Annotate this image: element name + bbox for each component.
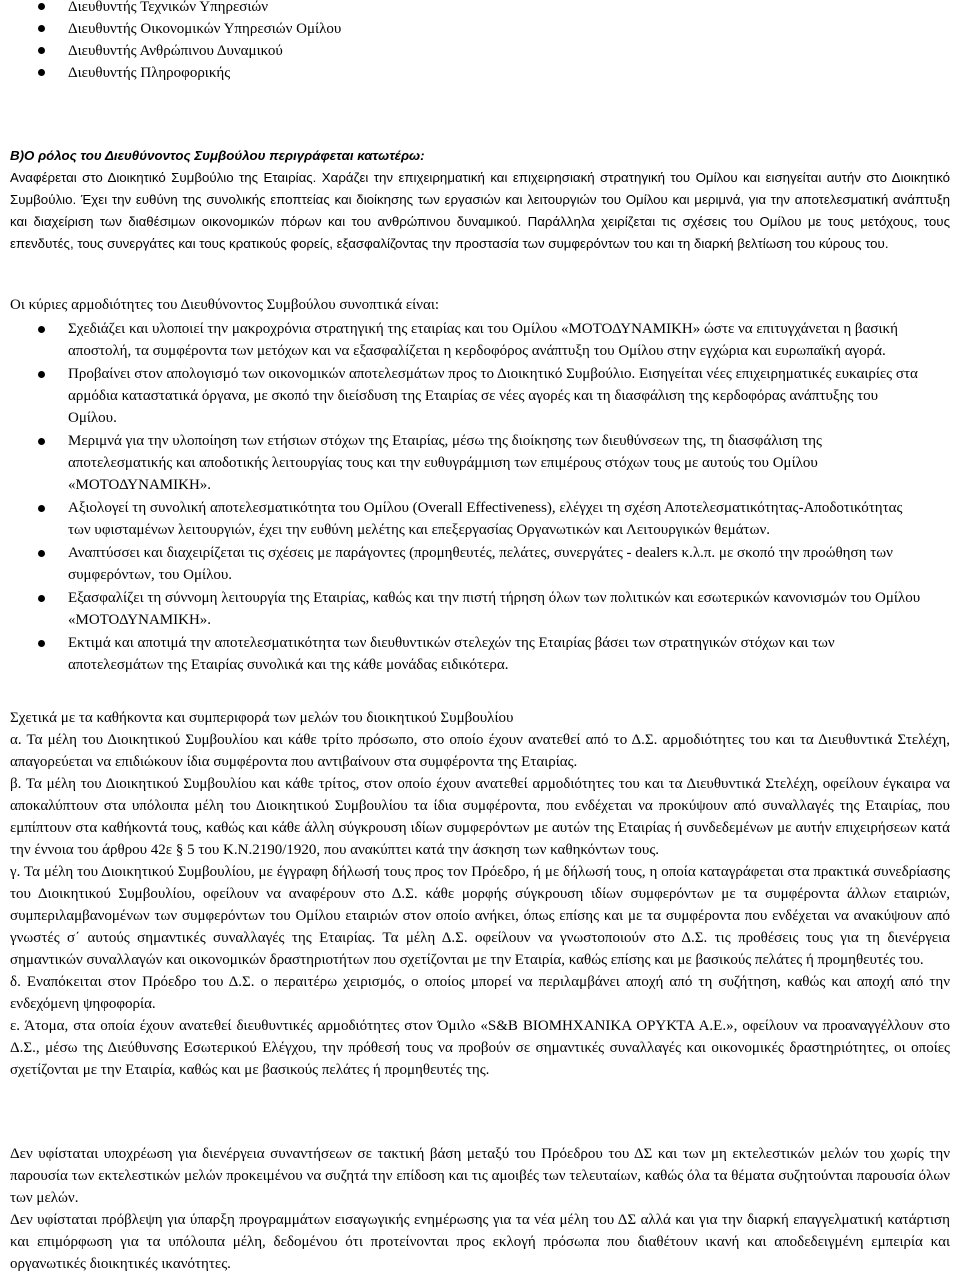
conduct-item: β. Τα μέλη του Διοικητικού Συμβουλίου και κάθε τρίτος, στον οποίο έχουν ανατεθεί αρμοδιότητες του και τα Διευθυντικά Στελέχη, οφείλουν έγκαιρα να αποκαλύπτουν στα υπόλοιπα μέλη του Διοικητικού Συμβουλίου τα ίδια συμφέροντα, που ενδέχεται να προκύψουν από συναλλαγές της Εταιρίας, που εμπίπτουν στα καθήκοντά τους, καθώς και κάθε άλλη σύγκρουση ιδίων συμφερόντων με αυτών της Εταιρίας ή συνδεδεμένων με αυτήν επιχειρήσεων κατά την έννοια του άρθρου 42ε § 5 του Κ.Ν.2190/1920, που ανακύπτει κατά την άσκηση των καθηκόντων τους. [10,776,950,858]
conduct-item: γ. Τα μέλη του Διοικητικού Συμβουλίου, με έγγραφη δήλωσή τους προς τον Πρόεδρο, ή με δήλωσή τους, η οποία καταγράφεται στα πρακτικά συνεδρίασης του Διοικητικού Συμβουλίου, οφείλουν να αναφέρουν στο Δ.Σ. κάθε μορφής σύγκρουση ιδίων συμφερόντων με τα συμφέροντα άλλων εταιριών, συμπεριλαμβανομένων των συμφερόντων του Ομίλου εταιριών στον οποίο ανήκει, όπως επίσης και με τα συμφέροντα που ενδέχεται να ανακύψουν από γνωστές σ΄ αυτούς σημαντικές συναλλαγές της Εταιρίας. Τα μέλη Δ.Σ. οφείλουν να γνωστοποιούν στο Δ.Σ. τις προθέσεις τους για τη διενέργεια σημαντικών συναλλαγών και οικονομικών δραστηριοτήτων που σχετίζονται με την Εταιρία, καθώς επίσης και με βασικούς πελάτες ή προμηθευτές του. [10,864,950,968]
list-item-text: Προβαίνει στον απολογισμό των οικονομικών αποτελεσμάτων προς το Διοικητικό Συμβούλιο. Εισηγείται νέες επιχειρηματικές ευκαιρίες στα αρμόδια καταστατικά όργανα, με σκοπό την διείσδυση της Εταιρίας σε νέες αγορές και τη διασφάλιση της κερδοφόρας ανάπτυξης του Ομίλου. [68,366,918,426]
bullet-icon [38,371,45,378]
list-item-text: Σχεδιάζει και υλοποιεί την μακροχρόνια στρατηγική της εταιρίας και του Ομίλου «ΜΟΤΟΔΥΝΑΜΙΚΗ» ώστε να επιτυγχάνεται η βασική αποστολή, τα συμφέροντα των μετόχων και να εξασφαλίζεται η κερδοφόρος ανάπτυξη του Ομίλου στην εγχώρια και ευρωπαϊκή αγορά. [68,321,898,359]
list-item-text: Μεριμνά για την υλοποίηση των ετήσιων στόχων της Εταιρίας, μέσω της διοίκησης των διευθύνσεων της, τη διασφάλιση της αποτελεσματικής και αποδοτικής λειτουργίας τους και την ευθυγράμμιση των επιμέρους στόχων τους με αυτούς του Ομίλου «ΜΟΤΟΔΥΝΑΜΙΚΗ». [68,433,822,493]
conduct-item: δ. Εναπόκειται στον Πρόεδρο του Δ.Σ. ο περαιτέρω χειρισμός, ο οποίος μπορεί να περιλαμβάνει αποχή από τη συζήτηση, καθώς και αποχή από την ενδεχόμενη ψηφοφορία. [10,974,950,1012]
bullet-icon [38,640,45,647]
conduct-heading: Σχετικά με τα καθήκοντα και συμπεριφορά των μελών του διοικητικού Συμβουλίου [10,710,514,726]
role-paragraph [10,167,950,255]
list-item [38,497,928,541]
list-item [38,363,928,429]
bullet-icon [38,550,45,557]
conduct-item: ε. Άτομα, στα οποία έχουν ανατεθεί διευθυντικές αρμοδιότητες στον Όμιλο «S&B ΒΙΟΜΗΧΑΝΙΚΑ ΟΡΥΚΤΑ Α.Ε.», οφείλουν να προαναγγέλλουν στο Δ.Σ., μέσω της Διεύθυνσης Εσωτερικού Ελέγχου, την πρόθεσή τους να προβούν σε σημαντικές συναλλαγές και οικονομικές δραστηριότητες, οι οποίες σχετίζονται με την Εταιρία, καθώς και με βασικούς πελάτες ή προμηθευτές της. [10,1018,950,1078]
conduct-item: α. Τα μέλη του Διοικητικού Συμβουλίου και κάθε τρίτο πρόσωπο, στο οποίο έχουν ανατεθεί από το Δ.Σ. αρμοδιότητες του και τα Διευθυντικά Στελέχη, απαγορεύεται να επιδιώκουν ίδια συμφέροντα που αντιβαίνουν στα συμφέροντα της Εταιρίας. [10,732,950,770]
list-item-text: Αναπτύσσει και διαχειρίζεται τις σχέσεις με παράγοντες (προμηθευτές, πελάτες, συνεργάτες - dealers κ.λ.π. με σκοπό την προώθηση των συμφερόντων, του Ομίλου. [68,545,893,583]
bullet-icon [38,326,45,333]
bullet-icon [38,438,45,445]
bullet-icon [38,47,45,54]
bullet-icon [38,69,45,76]
list-item-text: Αξιολογεί τη συνολική αποτελεσματικότητα του Ομίλου (Overall Effectiveness), ελέγχει τη σχέση Αποτελεσματικότητας-Αποδοτικότητας των υφισταμένων λειτουργιών, έχει την ευθύνη μελέτης και επεξεργασίας Οργανωτικών και Λειτουργικών θεμάτων. [68,500,903,538]
list-item [38,632,928,676]
list-item-text: Διευθυντής Ανθρώπινου Δυναμικού [68,43,283,59]
responsibilities-intro: Οι κύριες αρμοδιότητες του Διευθύνοντος Συμβούλου συνοπτικά είναι: [10,297,440,313]
conduct-list [10,729,950,1081]
bullet-icon [38,25,45,32]
list-item-text: Διευθυντής Τεχνικών Υπηρεσιών [68,0,269,15]
responsibilities-list [38,318,928,676]
role-paragraph-rest: Χαράζει την επιχειρηματική και επιχειρησιακή στρατηγική του Ομίλου και εισηγείται αυτήν στο Διοικητικό Συμβούλιο. Έχει την ευθύνη της συνολικής εποπτείας και διοίκησης των εργασιών και λειτουργιών του Ομίλου και μεριμνά, για την αποτελεσματική ανάπτυξη και διαχείριση των διαθέσιμων οικονομικών πόρων και του ανθρώπινου δυναμικού. Παράλληλα χειρίζεται τις σχέσεις του Ομίλου με τους μετόχους, τους επενδυτές, τους συνεργάτες και τους κρατικούς φορείς, εξασφαλίζοντας την προστασία των συμφερόντων του και τη διαρκή βελτίωση του κύρους του. [10,170,951,251]
bullet-icon [38,505,45,512]
list-item-text: Εξασφαλίζει τη σύννομη λειτουργία της Εταιρίας, καθώς και την πιστή τήρηση όλων των πολιτικών και εσωτερικών κανονισμών του Ομίλου «ΜΟΤΟΔΥΝΑΜΙΚΗ». [68,590,921,628]
list-item [38,542,928,586]
closing-paragraph: Δεν υφίσταται υποχρέωση για διενέργεια συναντήσεων σε τακτική βάση μεταξύ του Πρόεδρου του ΔΣ και των μη εκτελεστικών μελών του χωρίς την παρουσία των εκτελεστικών μελών προκειμένου να συζητά την επίδοση και τις αμοιβές των τελευταίων, καθώς όλα τα θέματα συζητούνται παρουσία όλων των μελών. [10,1146,950,1206]
closing-paragraph: Δεν υφίσταται πρόβλεψη για ύπαρξη προγραμμάτων εισαγωγικής ενημέρωσης για τα νέα μέλη του ΔΣ αλλά και για την διαρκή επαγγελματική κατάρτιση και επιμόρφωση για τα υπόλοιπα μέλη, δεδομένου ότι προτείνονται προς εκλογή πρόσωπα που διαθέτουν ικανή και αποδεδειγμένη εμπειρία και οργανωτικές διοικητικές ικανότητες. [10,1212,950,1272]
list-item [38,587,928,631]
section-heading: Β)Ο ρόλος του Διευθύνοντος Συμβούλου περιγράφεται κατωτέρω: [10,148,425,163]
list-item-text: Διευθυντής Πληροφορικής [68,65,231,81]
bullet-icon [38,3,45,10]
role-paragraph-lead: Αναφέρεται στο Διοικητικό Συμβούλιο της Εταιρίας. [10,170,317,185]
list-item [38,430,928,496]
closing-section [10,1143,950,1275]
list-item [38,318,928,362]
list-item-text: Εκτιμά και αποτιμά την αποτελεσματικότητα των διευθυντικών στελεχών της Εταιρίας βάσει των στρατηγικών στόχων και των αποτελεσμάτων της Εταιρίας συνολικά και της κάθε μονάδας ειδικότερα. [68,635,835,673]
list-item-text: Διευθυντής Οικονομικών Υπηρεσιών Ομίλου [68,21,342,37]
bullet-icon [38,595,45,602]
